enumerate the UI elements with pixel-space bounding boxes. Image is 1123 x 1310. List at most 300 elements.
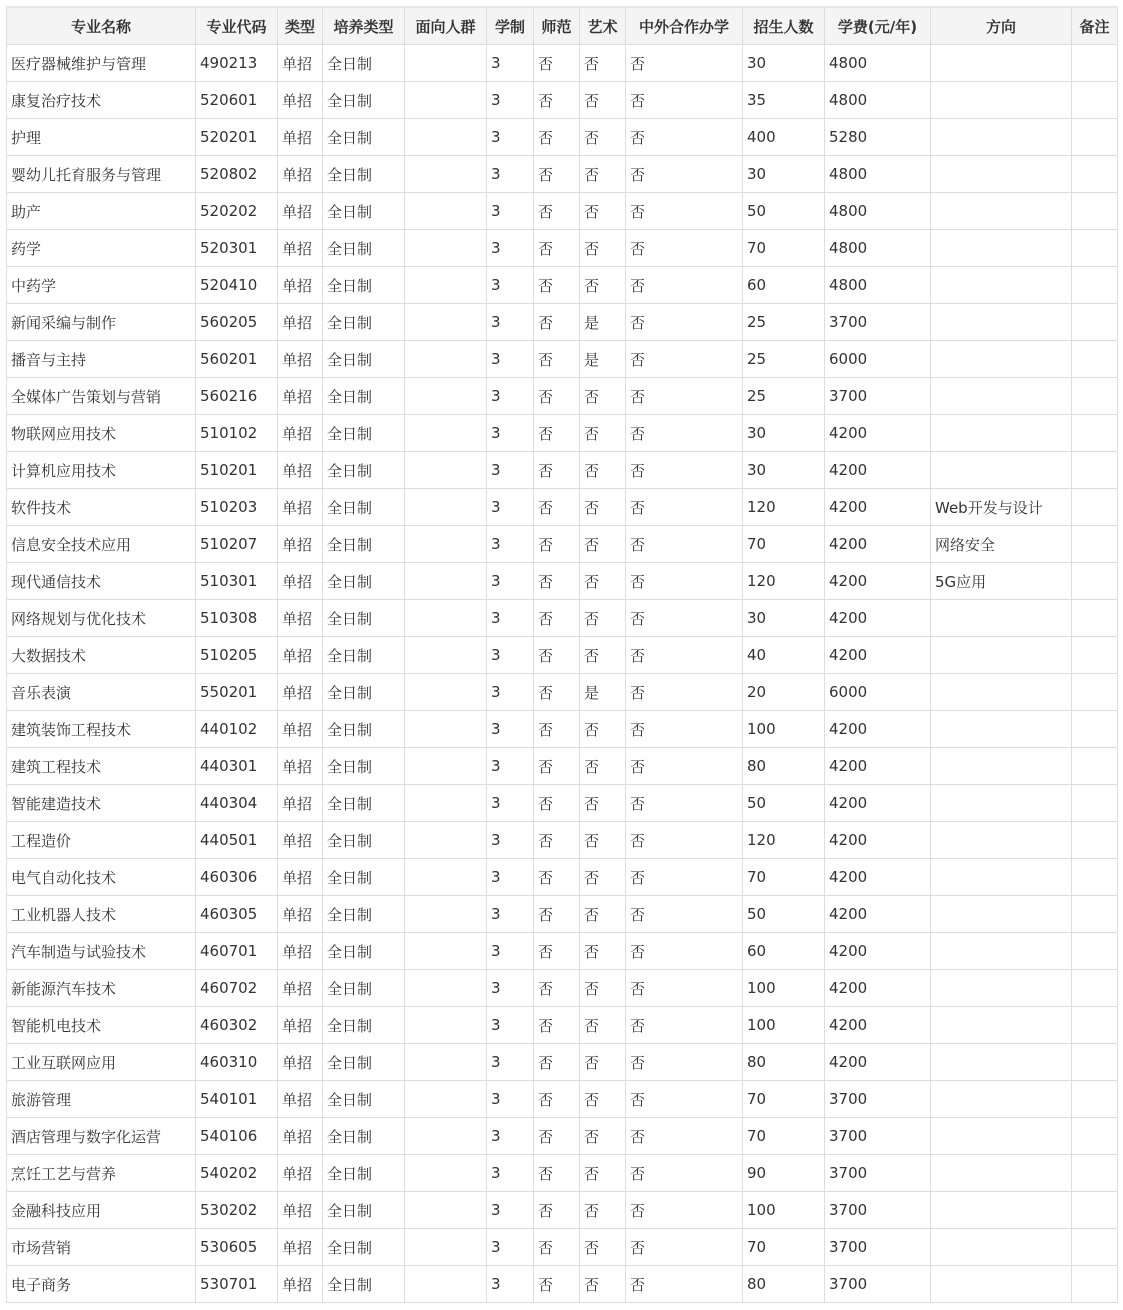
col-tuition-cell: 4200 xyxy=(825,415,931,452)
col-direction-cell xyxy=(931,1229,1072,1266)
col-sino-foreign-cell: 否 xyxy=(626,119,743,156)
col-duration-cell: 3 xyxy=(487,674,534,711)
col-normal-cell: 否 xyxy=(534,600,580,637)
col-art-cell: 否 xyxy=(580,785,626,822)
col-normal-cell: 否 xyxy=(534,637,580,674)
col-art-cell: 否 xyxy=(580,970,626,1007)
col-training-type-cell: 全日制 xyxy=(323,822,405,859)
col-enrollment-cell: 400 xyxy=(743,119,825,156)
table-row xyxy=(7,82,1118,119)
col-normal-cell: 否 xyxy=(534,193,580,230)
col-remark-cell xyxy=(1072,489,1118,526)
col-type-cell: 单招 xyxy=(278,785,323,822)
table-row xyxy=(7,45,1118,82)
col-target-group-cell xyxy=(405,1007,487,1044)
col-remark-cell xyxy=(1072,711,1118,748)
col-art-cell: 否 xyxy=(580,563,626,600)
col-major-name-cell: 工程造价 xyxy=(7,822,196,859)
col-direction-cell xyxy=(931,970,1072,1007)
col-target-group-cell xyxy=(405,156,487,193)
table-row xyxy=(7,600,1118,637)
col-sino-foreign-cell: 否 xyxy=(626,933,743,970)
col-type-cell: 单招 xyxy=(278,489,323,526)
table-row xyxy=(7,1118,1118,1155)
col-art-cell: 否 xyxy=(580,1081,626,1118)
col-training-type-cell: 全日制 xyxy=(323,45,405,82)
col-major-code-cell: 440304 xyxy=(196,785,278,822)
col-training-type-cell: 全日制 xyxy=(323,711,405,748)
col-major-code-cell: 490213 xyxy=(196,45,278,82)
col-normal-cell: 否 xyxy=(534,785,580,822)
col-major-name-cell: 助产 xyxy=(7,193,196,230)
col-type-cell: 单招 xyxy=(278,896,323,933)
col-target-group-cell xyxy=(405,119,487,156)
col-tuition-cell: 4800 xyxy=(825,193,931,230)
col-enrollment-cell: 30 xyxy=(743,156,825,193)
col-target-group-cell xyxy=(405,489,487,526)
col-enrollment-cell: 90 xyxy=(743,1155,825,1192)
table-row xyxy=(7,119,1118,156)
col-tuition-cell: 3700 xyxy=(825,1155,931,1192)
col-type-cell: 单招 xyxy=(278,1118,323,1155)
col-remark-cell xyxy=(1072,822,1118,859)
col-sino-foreign-cell: 否 xyxy=(626,267,743,304)
col-art-cell: 否 xyxy=(580,1266,626,1303)
col-sino-foreign-cell: 否 xyxy=(626,711,743,748)
col-sino-foreign-cell: 否 xyxy=(626,341,743,378)
col-training-type-cell: 全日制 xyxy=(323,859,405,896)
col-art-cell: 否 xyxy=(580,711,626,748)
table-row xyxy=(7,1007,1118,1044)
col-target-group-cell xyxy=(405,711,487,748)
col-tuition-cell: 4800 xyxy=(825,156,931,193)
col-type-cell: 单招 xyxy=(278,452,323,489)
col-direction-cell xyxy=(931,748,1072,785)
col-direction-cell: Web开发与设计 xyxy=(931,489,1072,526)
col-duration-cell: 3 xyxy=(487,1155,534,1192)
col-sino-foreign-cell: 否 xyxy=(626,1081,743,1118)
col-remark-cell xyxy=(1072,341,1118,378)
table-row xyxy=(7,526,1118,563)
col-art-cell: 否 xyxy=(580,748,626,785)
col-sino-foreign-cell: 否 xyxy=(626,1229,743,1266)
col-direction-cell xyxy=(931,674,1072,711)
col-remark-cell xyxy=(1072,119,1118,156)
col-tuition-cell: 3700 xyxy=(825,1266,931,1303)
col-training-type-cell: 全日制 xyxy=(323,230,405,267)
col-sino-foreign-cell: 否 xyxy=(626,230,743,267)
col-duration-cell: 3 xyxy=(487,859,534,896)
col-enrollment-cell: 60 xyxy=(743,933,825,970)
col-normal-cell: 否 xyxy=(534,378,580,415)
col-major-name-cell: 康复治疗技术 xyxy=(7,82,196,119)
col-training-type-cell: 全日制 xyxy=(323,82,405,119)
table-row xyxy=(7,1155,1118,1192)
col-art-cell: 否 xyxy=(580,1229,626,1266)
col-training-type-cell: 全日制 xyxy=(323,896,405,933)
col-tuition-cell: 4200 xyxy=(825,933,931,970)
col-major-name-cell: 药学 xyxy=(7,230,196,267)
col-enrollment-cell: 50 xyxy=(743,896,825,933)
col-remark-cell xyxy=(1072,267,1118,304)
col-duration-cell: 3 xyxy=(487,230,534,267)
col-direction-cell xyxy=(931,600,1072,637)
col-normal-cell: 否 xyxy=(534,1229,580,1266)
col-direction-cell xyxy=(931,378,1072,415)
col-major-code-cell: 510205 xyxy=(196,637,278,674)
col-target-group-cell xyxy=(405,896,487,933)
col-enrollment-cell: 60 xyxy=(743,267,825,304)
col-sino-foreign-cell: 否 xyxy=(626,1266,743,1303)
col-major-name-cell: 网络规划与优化技术 xyxy=(7,600,196,637)
col-normal-cell: 否 xyxy=(534,674,580,711)
col-normal-cell: 否 xyxy=(534,526,580,563)
col-enrollment-cell: 40 xyxy=(743,637,825,674)
col-art-cell: 否 xyxy=(580,896,626,933)
table-row xyxy=(7,1044,1118,1081)
col-sino-foreign-cell: 否 xyxy=(626,304,743,341)
col-art-cell: 否 xyxy=(580,452,626,489)
col-art-cell: 否 xyxy=(580,859,626,896)
col-direction-cell xyxy=(931,1192,1072,1229)
col-major-name-cell: 建筑装饰工程技术 xyxy=(7,711,196,748)
col-target-group-cell xyxy=(405,822,487,859)
enrollment-table-container xyxy=(6,6,1117,1303)
col-duration-cell: 3 xyxy=(487,933,534,970)
col-tuition-cell: 4200 xyxy=(825,822,931,859)
col-major-code-cell: 440501 xyxy=(196,822,278,859)
col-normal-cell: 否 xyxy=(534,563,580,600)
col-target-group-cell xyxy=(405,452,487,489)
col-type-cell: 单招 xyxy=(278,230,323,267)
col-duration-cell: 3 xyxy=(487,45,534,82)
col-remark-cell xyxy=(1072,1081,1118,1118)
col-major-code-cell: 460701 xyxy=(196,933,278,970)
table-row xyxy=(7,378,1118,415)
col-direction-cell xyxy=(931,1007,1072,1044)
table-row xyxy=(7,970,1118,1007)
table-row xyxy=(7,156,1118,193)
col-duration-cell: 3 xyxy=(487,526,534,563)
col-normal-cell: 否 xyxy=(534,933,580,970)
col-remark-cell xyxy=(1072,674,1118,711)
col-remark-cell xyxy=(1072,230,1118,267)
col-sino-foreign-cell: 否 xyxy=(626,637,743,674)
col-tuition-cell: 4800 xyxy=(825,267,931,304)
col-target-group-cell xyxy=(405,1118,487,1155)
col-direction-cell xyxy=(931,193,1072,230)
col-major-code-cell: 460302 xyxy=(196,1007,278,1044)
col-art-cell: 否 xyxy=(580,1118,626,1155)
col-art-cell: 否 xyxy=(580,156,626,193)
col-duration-cell: 3 xyxy=(487,1266,534,1303)
header-row xyxy=(7,7,1118,45)
col-art-cell: 否 xyxy=(580,45,626,82)
col-direction-cell xyxy=(931,859,1072,896)
col-major-name-cell: 计算机应用技术 xyxy=(7,452,196,489)
col-duration-cell: 3 xyxy=(487,637,534,674)
col-target-group-cell xyxy=(405,637,487,674)
col-major-code-cell: 510301 xyxy=(196,563,278,600)
col-direction-cell xyxy=(931,785,1072,822)
col-normal-cell: 否 xyxy=(534,267,580,304)
col-remark-cell xyxy=(1072,748,1118,785)
col-duration-cell: 3 xyxy=(487,563,534,600)
col-direction-cell xyxy=(931,156,1072,193)
col-training-type-cell: 全日制 xyxy=(323,341,405,378)
col-direction-cell xyxy=(931,711,1072,748)
col-tuition-cell: 4200 xyxy=(825,711,931,748)
col-tuition-cell: 4200 xyxy=(825,600,931,637)
col-remark-cell xyxy=(1072,526,1118,563)
col-duration-cell: 3 xyxy=(487,822,534,859)
col-target-group-cell xyxy=(405,304,487,341)
col-remark-cell xyxy=(1072,156,1118,193)
col-duration-cell: 3 xyxy=(487,711,534,748)
col-sino-foreign-cell: 否 xyxy=(626,526,743,563)
col-type-cell: 单招 xyxy=(278,1007,323,1044)
col-training-type-cell: 全日制 xyxy=(323,526,405,563)
col-major-name-cell: 音乐表演 xyxy=(7,674,196,711)
col-remark-cell xyxy=(1072,45,1118,82)
col-normal-cell: 否 xyxy=(534,1192,580,1229)
col-normal-cell: 否 xyxy=(534,415,580,452)
col-type-cell: 单招 xyxy=(278,600,323,637)
col-major-code-cell: 560216 xyxy=(196,378,278,415)
col-major-name-cell: 市场营销 xyxy=(7,1229,196,1266)
col-type-cell: 单招 xyxy=(278,1266,323,1303)
col-tuition-cell: 3700 xyxy=(825,1192,931,1229)
col-remark-cell xyxy=(1072,378,1118,415)
col-tuition-cell: 3700 xyxy=(825,1229,931,1266)
col-tuition-cell: 4200 xyxy=(825,1044,931,1081)
col-tuition-cell: 3700 xyxy=(825,1081,931,1118)
col-training-type-header: 培养类型 xyxy=(323,7,405,45)
col-enrollment-cell: 100 xyxy=(743,711,825,748)
col-remark-cell xyxy=(1072,304,1118,341)
col-remark-cell xyxy=(1072,1044,1118,1081)
table-row xyxy=(7,785,1118,822)
col-enrollment-cell: 100 xyxy=(743,970,825,1007)
col-duration-cell: 3 xyxy=(487,156,534,193)
col-remark-header: 备注 xyxy=(1072,7,1118,45)
table-body xyxy=(7,45,1118,1303)
col-major-name-cell: 智能建造技术 xyxy=(7,785,196,822)
col-enrollment-cell: 70 xyxy=(743,230,825,267)
col-normal-cell: 否 xyxy=(534,748,580,785)
col-type-cell: 单招 xyxy=(278,637,323,674)
col-training-type-cell: 全日制 xyxy=(323,1044,405,1081)
col-remark-cell xyxy=(1072,785,1118,822)
col-target-group-cell xyxy=(405,415,487,452)
col-sino-foreign-cell: 否 xyxy=(626,1118,743,1155)
col-major-code-cell: 520601 xyxy=(196,82,278,119)
table-row xyxy=(7,193,1118,230)
col-normal-header: 师范 xyxy=(534,7,580,45)
table-row xyxy=(7,489,1118,526)
col-major-name-cell: 婴幼儿托育服务与管理 xyxy=(7,156,196,193)
col-major-name-cell: 信息安全技术应用 xyxy=(7,526,196,563)
col-type-cell: 单招 xyxy=(278,711,323,748)
col-enrollment-cell: 120 xyxy=(743,822,825,859)
col-major-name-cell: 电子商务 xyxy=(7,1266,196,1303)
col-duration-cell: 3 xyxy=(487,119,534,156)
col-art-cell: 否 xyxy=(580,1192,626,1229)
col-type-cell: 单招 xyxy=(278,193,323,230)
col-training-type-cell: 全日制 xyxy=(323,637,405,674)
col-tuition-cell: 4800 xyxy=(825,82,931,119)
table-row xyxy=(7,822,1118,859)
col-normal-cell: 否 xyxy=(534,156,580,193)
col-duration-cell: 3 xyxy=(487,415,534,452)
col-enrollment-cell: 50 xyxy=(743,193,825,230)
col-duration-header: 学制 xyxy=(487,7,534,45)
table-row xyxy=(7,341,1118,378)
col-art-cell: 否 xyxy=(580,489,626,526)
col-sino-foreign-cell: 否 xyxy=(626,1155,743,1192)
table-row xyxy=(7,1081,1118,1118)
col-major-code-cell: 530701 xyxy=(196,1266,278,1303)
col-target-group-cell xyxy=(405,970,487,1007)
col-sino-foreign-cell: 否 xyxy=(626,415,743,452)
col-remark-cell xyxy=(1072,1192,1118,1229)
col-training-type-cell: 全日制 xyxy=(323,674,405,711)
col-target-group-cell xyxy=(405,341,487,378)
col-major-name-cell: 软件技术 xyxy=(7,489,196,526)
col-type-cell: 单招 xyxy=(278,748,323,785)
col-remark-cell xyxy=(1072,1266,1118,1303)
col-enrollment-cell: 70 xyxy=(743,1229,825,1266)
col-normal-cell: 否 xyxy=(534,341,580,378)
col-tuition-cell: 4200 xyxy=(825,1007,931,1044)
col-normal-cell: 否 xyxy=(534,452,580,489)
col-training-type-cell: 全日制 xyxy=(323,156,405,193)
table-row xyxy=(7,415,1118,452)
col-normal-cell: 否 xyxy=(534,230,580,267)
col-training-type-cell: 全日制 xyxy=(323,785,405,822)
col-type-cell: 单招 xyxy=(278,378,323,415)
col-tuition-cell: 3700 xyxy=(825,304,931,341)
col-sino-foreign-cell: 否 xyxy=(626,859,743,896)
col-enrollment-cell: 70 xyxy=(743,526,825,563)
col-enrollment-cell: 25 xyxy=(743,304,825,341)
col-target-group-cell xyxy=(405,1266,487,1303)
col-enrollment-header: 招生人数 xyxy=(743,7,825,45)
col-duration-cell: 3 xyxy=(487,267,534,304)
col-art-cell: 否 xyxy=(580,230,626,267)
col-art-cell: 是 xyxy=(580,304,626,341)
col-tuition-cell: 4200 xyxy=(825,859,931,896)
col-training-type-cell: 全日制 xyxy=(323,304,405,341)
col-enrollment-cell: 120 xyxy=(743,489,825,526)
col-sino-foreign-cell: 否 xyxy=(626,600,743,637)
col-direction-cell xyxy=(931,452,1072,489)
col-tuition-header: 学费(元/年) xyxy=(825,7,931,45)
col-direction-cell xyxy=(931,267,1072,304)
col-duration-cell: 3 xyxy=(487,600,534,637)
col-duration-cell: 3 xyxy=(487,970,534,1007)
col-normal-cell: 否 xyxy=(534,711,580,748)
col-major-code-cell: 520410 xyxy=(196,267,278,304)
col-art-cell: 否 xyxy=(580,119,626,156)
col-direction-cell xyxy=(931,45,1072,82)
col-direction-cell xyxy=(931,896,1072,933)
col-duration-cell: 3 xyxy=(487,82,534,119)
col-major-code-cell: 440102 xyxy=(196,711,278,748)
col-normal-cell: 否 xyxy=(534,1081,580,1118)
col-tuition-cell: 3700 xyxy=(825,378,931,415)
table-row xyxy=(7,267,1118,304)
col-tuition-cell: 4200 xyxy=(825,489,931,526)
col-normal-cell: 否 xyxy=(534,119,580,156)
col-tuition-cell: 4200 xyxy=(825,748,931,785)
col-type-cell: 单招 xyxy=(278,1081,323,1118)
col-training-type-cell: 全日制 xyxy=(323,1229,405,1266)
col-direction-cell: 5G应用 xyxy=(931,563,1072,600)
col-type-cell: 单招 xyxy=(278,304,323,341)
col-target-group-cell xyxy=(405,45,487,82)
col-training-type-cell: 全日制 xyxy=(323,489,405,526)
col-major-code-cell: 460310 xyxy=(196,1044,278,1081)
col-direction-cell xyxy=(931,1266,1072,1303)
col-direction-cell: 网络安全 xyxy=(931,526,1072,563)
col-major-name-cell: 大数据技术 xyxy=(7,637,196,674)
col-type-cell: 单招 xyxy=(278,674,323,711)
col-target-group-cell xyxy=(405,193,487,230)
col-sino-foreign-cell: 否 xyxy=(626,674,743,711)
col-training-type-cell: 全日制 xyxy=(323,1266,405,1303)
col-target-group-cell xyxy=(405,82,487,119)
table-header xyxy=(7,7,1118,45)
table-row xyxy=(7,637,1118,674)
col-tuition-cell: 3700 xyxy=(825,1118,931,1155)
col-direction-cell xyxy=(931,1155,1072,1192)
col-type-cell: 单招 xyxy=(278,526,323,563)
col-art-cell: 否 xyxy=(580,415,626,452)
col-major-name-cell: 全媒体广告策划与营销 xyxy=(7,378,196,415)
col-remark-cell xyxy=(1072,896,1118,933)
col-sino-foreign-cell: 否 xyxy=(626,748,743,785)
col-training-type-cell: 全日制 xyxy=(323,970,405,1007)
col-direction-cell xyxy=(931,304,1072,341)
col-remark-cell xyxy=(1072,563,1118,600)
col-duration-cell: 3 xyxy=(487,452,534,489)
col-enrollment-cell: 30 xyxy=(743,600,825,637)
col-normal-cell: 否 xyxy=(534,1007,580,1044)
col-major-name-cell: 旅游管理 xyxy=(7,1081,196,1118)
col-enrollment-cell: 80 xyxy=(743,1044,825,1081)
col-tuition-cell: 4800 xyxy=(825,230,931,267)
col-major-code-cell: 460702 xyxy=(196,970,278,1007)
col-major-name-cell: 电气自动化技术 xyxy=(7,859,196,896)
col-duration-cell: 3 xyxy=(487,1081,534,1118)
col-type-cell: 单招 xyxy=(278,45,323,82)
col-training-type-cell: 全日制 xyxy=(323,415,405,452)
col-normal-cell: 否 xyxy=(534,896,580,933)
col-remark-cell xyxy=(1072,1118,1118,1155)
table-row xyxy=(7,859,1118,896)
table-row xyxy=(7,748,1118,785)
col-sino-foreign-cell: 否 xyxy=(626,896,743,933)
col-major-code-cell: 510308 xyxy=(196,600,278,637)
col-art-cell: 否 xyxy=(580,193,626,230)
col-sino-foreign-cell: 否 xyxy=(626,378,743,415)
col-sino-foreign-cell: 否 xyxy=(626,82,743,119)
col-major-code-header: 专业代码 xyxy=(196,7,278,45)
col-type-cell: 单招 xyxy=(278,1155,323,1192)
col-major-code-cell: 540101 xyxy=(196,1081,278,1118)
col-remark-cell xyxy=(1072,970,1118,1007)
